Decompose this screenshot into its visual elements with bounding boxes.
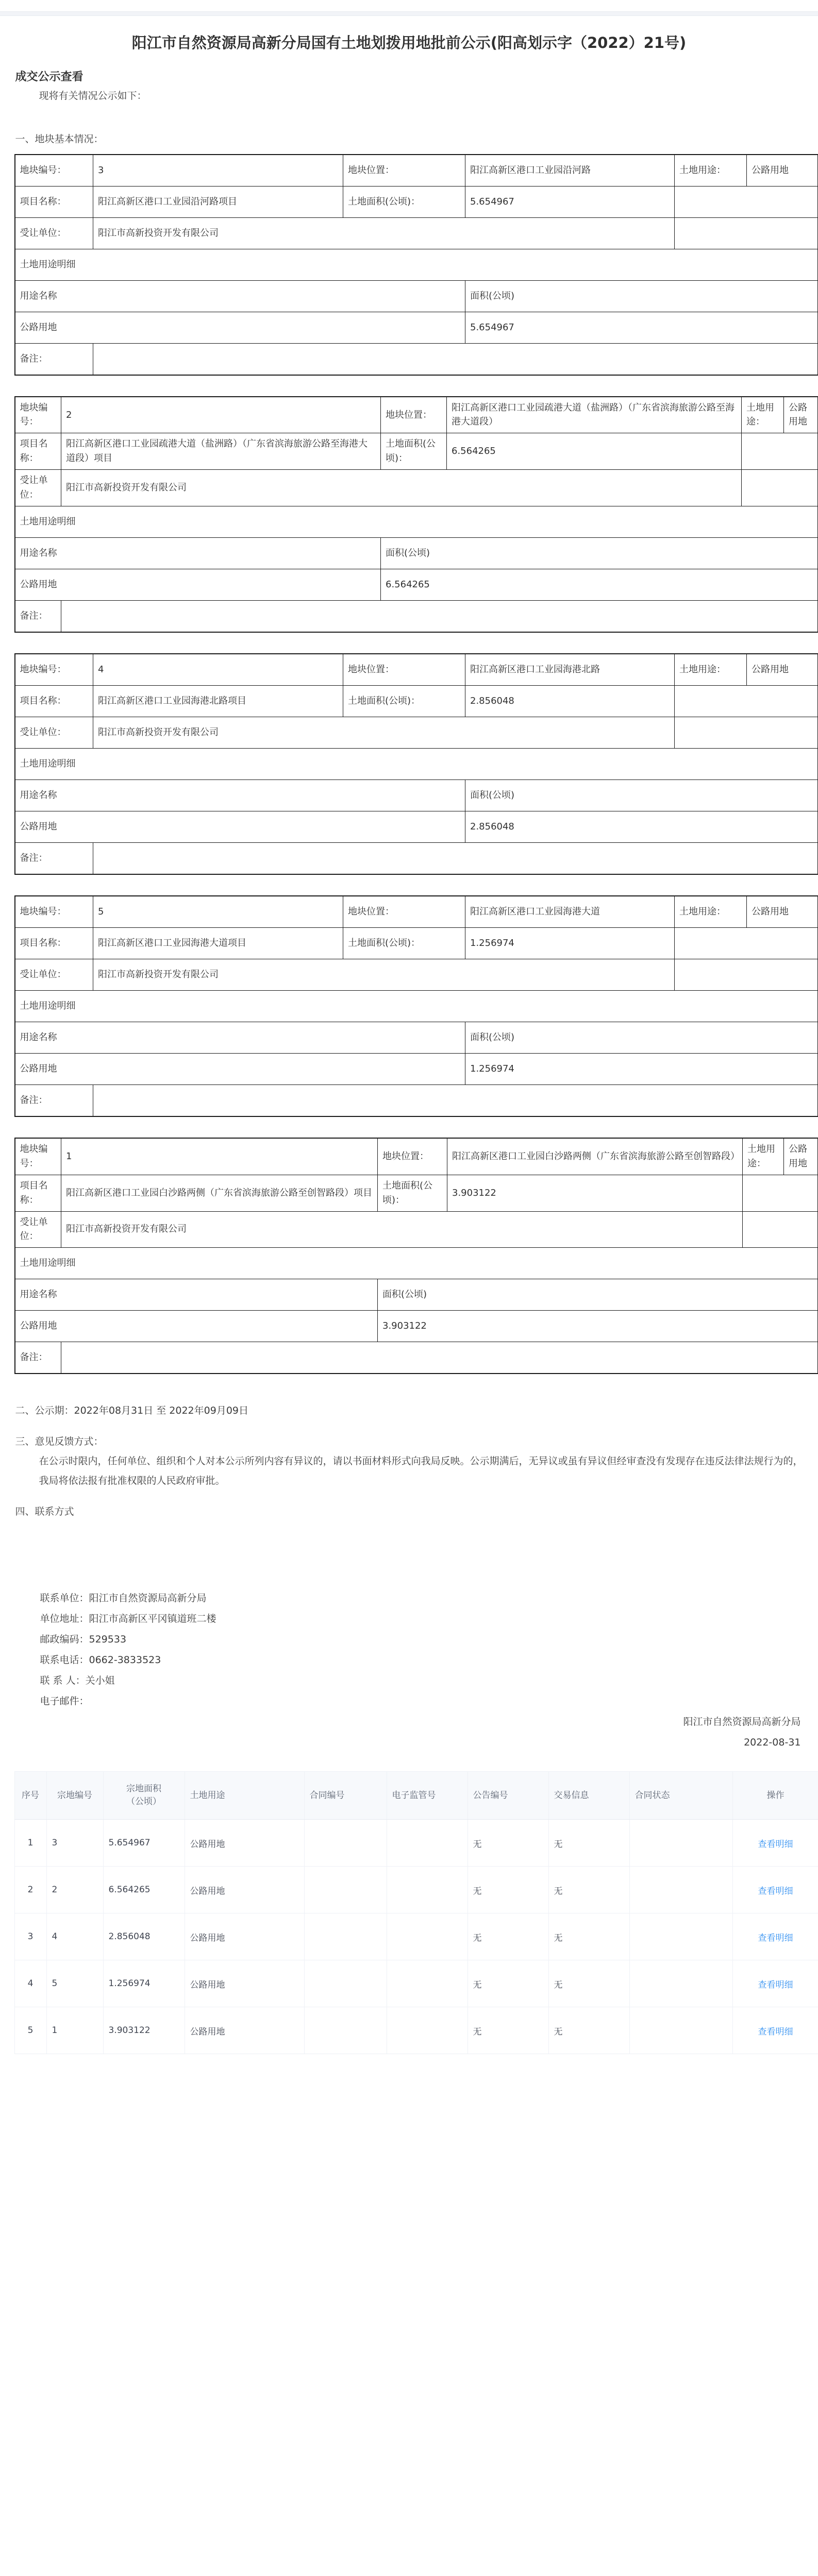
table-row xyxy=(15,1084,818,1116)
cell-contract-status xyxy=(629,1820,732,1867)
parcel-block-4 xyxy=(14,890,804,1132)
table-row xyxy=(15,654,818,686)
value-parcel-no: 4 xyxy=(93,654,343,686)
col-header-supervision-no: 电子监管号 xyxy=(387,1772,468,1820)
table-row xyxy=(15,748,818,779)
value-remark xyxy=(61,1342,818,1374)
cell-seq: 4 xyxy=(14,1960,46,2007)
cell-land-use: 公路用地 xyxy=(185,1913,304,1960)
cell-area: 2.856048 xyxy=(103,1913,185,1960)
cell-parcel-no: 2 xyxy=(46,1867,103,1913)
cell-contract-no xyxy=(304,2007,387,2054)
table-row xyxy=(15,1138,818,1175)
parcel-table xyxy=(14,396,818,633)
table-row xyxy=(15,1279,818,1311)
table-row xyxy=(15,685,818,717)
value-parcel-no: 5 xyxy=(93,896,343,928)
detail-use-name: 公路用地 xyxy=(15,811,465,842)
col-header-contract-no: 合同编号 xyxy=(304,1772,387,1820)
label-transferee: 受让单位： xyxy=(15,959,93,990)
cell-supervision-no xyxy=(387,1960,468,2007)
label-land-use: 土地用途： xyxy=(742,397,784,433)
cell-seq: 2 xyxy=(14,1867,46,1913)
cell-notice-no: 无 xyxy=(468,1913,548,1960)
section-4-heading: 四、联系方式 xyxy=(14,1490,804,1521)
cell-area: 1.256974 xyxy=(103,1960,185,2007)
label-land-use: 土地用途： xyxy=(675,155,747,187)
parcel-table xyxy=(14,1138,818,1374)
cell-land-use: 公路用地 xyxy=(185,2007,304,2054)
use-detail-heading: 土地用途明细 xyxy=(15,249,818,280)
spacer xyxy=(14,106,804,118)
view-detail-link[interactable]: 查看明细 xyxy=(758,1933,793,1943)
col-header-contract-status: 合同状态 xyxy=(629,1772,732,1820)
contact-unit: 联系单位：阳江市自然资源局高新分局 xyxy=(14,1588,804,1609)
cell-action xyxy=(732,2007,818,2054)
data-table xyxy=(14,1771,818,2054)
value-land-use: 公路用地 xyxy=(747,896,818,928)
cell-action xyxy=(732,1867,818,1913)
label-transferee: 受让单位： xyxy=(15,717,93,748)
col-header-trade-info: 交易信息 xyxy=(548,1772,629,1820)
col-header-area-line1: 宗地面积 xyxy=(109,1783,179,1796)
value-transferee: 阳江市高新投资开发有限公司 xyxy=(93,717,675,748)
value-land-area: 5.654967 xyxy=(465,186,675,217)
table-row xyxy=(15,397,818,433)
cell-parcel-no: 4 xyxy=(46,1913,103,1960)
empty-cell xyxy=(742,433,818,470)
view-detail-link[interactable]: 查看明细 xyxy=(758,1839,793,1850)
label-parcel-location: 地块位置： xyxy=(343,654,465,686)
table-row xyxy=(15,506,818,537)
value-project-name: 阳江高新区港口工业园海港大道项目 xyxy=(93,927,343,959)
table-header-row xyxy=(14,1772,818,1820)
table-row xyxy=(15,717,818,748)
value-transferee: 阳江市高新投资开发有限公司 xyxy=(61,470,742,506)
label-land-use: 土地用途： xyxy=(675,654,747,686)
page-title: 阳江市自然资源局高新分局国有土地划拨用地批前公示(阳高划示字（2022）21号) xyxy=(14,16,804,57)
value-project-name: 阳江高新区港口工业园海港北路项目 xyxy=(93,685,343,717)
table-row xyxy=(15,1022,818,1053)
cell-action xyxy=(732,1913,818,1960)
parcel-table xyxy=(14,154,818,376)
detail-area: 1.256974 xyxy=(465,1053,818,1084)
empty-cell xyxy=(742,470,818,506)
use-detail-heading: 土地用途明细 xyxy=(15,990,818,1022)
col-header-area: 面积(公顷) xyxy=(381,537,818,569)
table-row xyxy=(14,1820,818,1867)
use-detail-heading: 土地用途明细 xyxy=(15,506,818,537)
table-row xyxy=(14,1913,818,1960)
label-remark: 备注： xyxy=(15,1084,93,1116)
value-parcel-location: 阳江高新区港口工业园白沙路两侧（广东省滨海旅游公路至创智路段） xyxy=(447,1138,743,1175)
table-row xyxy=(15,1211,818,1248)
cell-area: 3.903122 xyxy=(103,2007,185,2054)
value-parcel-location: 阳江高新区港口工业园疏港大道（盐洲路）（广东省滨海旅游公路至海港大道段） xyxy=(447,397,742,433)
label-transferee: 受让单位： xyxy=(15,217,93,249)
section-subtitle: 成交公示查看 xyxy=(14,57,804,86)
cell-trade-info: 无 xyxy=(548,1820,629,1867)
detail-use-name: 公路用地 xyxy=(15,312,465,343)
signature-org: 阳江市自然资源局高新分局 xyxy=(14,1712,804,1733)
cell-trade-info: 无 xyxy=(548,1913,629,1960)
col-header-notice-no: 公告编号 xyxy=(468,1772,548,1820)
cell-area: 6.564265 xyxy=(103,1867,185,1913)
label-parcel-no: 地块编号： xyxy=(15,397,61,433)
table-row xyxy=(15,1053,818,1084)
label-land-use: 土地用途： xyxy=(675,896,747,928)
value-remark xyxy=(93,1084,818,1116)
col-header-area: 面积(公顷) xyxy=(465,280,818,312)
detail-area: 2.856048 xyxy=(465,811,818,842)
view-detail-link[interactable]: 查看明细 xyxy=(758,2027,793,2037)
empty-cell xyxy=(675,217,818,249)
value-land-area: 1.256974 xyxy=(465,927,675,959)
table-row xyxy=(15,959,818,990)
parcel-block-2 xyxy=(14,391,804,648)
cell-land-use: 公路用地 xyxy=(185,1867,304,1913)
table-row xyxy=(15,280,818,312)
spacer xyxy=(14,1753,804,1765)
cell-seq: 3 xyxy=(14,1913,46,1960)
cell-trade-info: 无 xyxy=(548,1960,629,2007)
table-row xyxy=(15,1342,818,1374)
table-row xyxy=(14,2007,818,2054)
section-2-heading: 二、公示期：2022年08月31日 至 2022年09月09日 xyxy=(14,1389,804,1420)
label-remark: 备注： xyxy=(15,343,93,375)
label-land-area: 土地面积(公顷)： xyxy=(378,1175,447,1211)
col-header-use-name: 用途名称 xyxy=(15,280,465,312)
value-project-name: 阳江高新区港口工业园白沙路两侧（广东省滨海旅游公路至创智路段）项目 xyxy=(61,1175,378,1211)
cell-notice-no: 无 xyxy=(468,1820,548,1867)
cell-parcel-no: 5 xyxy=(46,1960,103,2007)
table-row xyxy=(15,433,818,470)
value-transferee: 阳江市高新投资开发有限公司 xyxy=(61,1211,743,1248)
section-3-heading: 三、意见反馈方式： xyxy=(14,1420,804,1451)
value-remark xyxy=(61,600,818,632)
table-row xyxy=(15,1248,818,1279)
parcel-table xyxy=(14,895,818,1117)
label-parcel-location: 地块位置： xyxy=(381,397,447,433)
view-detail-link[interactable]: 查看明细 xyxy=(758,1980,793,1990)
table-row xyxy=(15,249,818,280)
cell-trade-info: 无 xyxy=(548,2007,629,2054)
detail-area: 3.903122 xyxy=(378,1311,818,1342)
label-remark: 备注： xyxy=(15,1342,61,1374)
cell-supervision-no xyxy=(387,2007,468,2054)
bottom-whitespace xyxy=(14,2075,804,2576)
cell-contract-no xyxy=(304,1867,387,1913)
parcel-list-grid xyxy=(14,1765,804,2075)
label-land-area: 土地面积(公顷)： xyxy=(343,186,465,217)
detail-area: 6.564265 xyxy=(381,569,818,600)
use-detail-heading: 土地用途明细 xyxy=(15,1248,818,1279)
table-row xyxy=(15,343,818,375)
parcel-block-5 xyxy=(14,1132,804,1389)
cell-notice-no: 无 xyxy=(468,1867,548,1913)
empty-cell xyxy=(675,959,818,990)
value-land-area: 6.564265 xyxy=(447,433,742,470)
top-spacer xyxy=(0,0,818,11)
contact-phone: 联系电话：0662-3833523 xyxy=(14,1650,804,1671)
table-row xyxy=(15,312,818,343)
detail-use-name: 公路用地 xyxy=(15,1053,465,1084)
parcel-block-1 xyxy=(14,149,804,391)
col-header-area xyxy=(103,1772,185,1820)
col-header-action: 操作 xyxy=(732,1772,818,1820)
table-row xyxy=(15,217,818,249)
detail-area: 5.654967 xyxy=(465,312,818,343)
table-row xyxy=(14,1960,818,2007)
empty-cell xyxy=(675,927,818,959)
use-detail-heading: 土地用途明细 xyxy=(15,748,818,779)
label-parcel-no: 地块编号： xyxy=(15,1138,61,1175)
contact-person: 联 系 人：关小姐 xyxy=(14,1671,804,1691)
empty-cell xyxy=(743,1175,818,1211)
contact-address: 单位地址：阳江市高新区平冈镇道班二楼 xyxy=(14,1609,804,1630)
signature-date: 2022-08-31 xyxy=(14,1733,804,1753)
label-land-area: 土地面积(公顷)： xyxy=(343,685,465,717)
col-header-parcel-no: 宗地编号 xyxy=(46,1772,103,1820)
col-header-seq: 序号 xyxy=(14,1772,46,1820)
view-detail-link[interactable]: 查看明细 xyxy=(758,1886,793,1896)
cell-parcel-no: 3 xyxy=(46,1820,103,1867)
section-1-heading: 一、地块基本情况： xyxy=(14,118,804,149)
label-project-name: 项目名称： xyxy=(15,927,93,959)
value-parcel-no: 1 xyxy=(61,1138,378,1175)
value-land-use: 公路用地 xyxy=(747,654,818,686)
value-land-use: 公路用地 xyxy=(784,397,818,433)
cell-contract-status xyxy=(629,1960,732,2007)
col-header-use-name: 用途名称 xyxy=(15,537,381,569)
label-project-name: 项目名称： xyxy=(15,1175,61,1211)
value-project-name: 阳江高新区港口工业园疏港大道（盐洲路）（广东省滨海旅游公路至海港大道段）项目 xyxy=(61,433,381,470)
col-header-use-name: 用途名称 xyxy=(15,1279,378,1311)
table-row xyxy=(15,186,818,217)
cell-supervision-no xyxy=(387,1913,468,1960)
table-row xyxy=(15,1311,818,1342)
table-row xyxy=(15,990,818,1022)
table-row xyxy=(15,470,818,506)
table-row xyxy=(15,842,818,874)
cell-supervision-no xyxy=(387,1820,468,1867)
cell-contract-status xyxy=(629,1913,732,1960)
table-row xyxy=(15,1175,818,1211)
cell-contract-status xyxy=(629,1867,732,1913)
table-row xyxy=(15,600,818,632)
value-land-area: 2.856048 xyxy=(465,685,675,717)
cell-contract-status xyxy=(629,2007,732,2054)
cell-action xyxy=(732,1960,818,2007)
label-transferee: 受让单位： xyxy=(15,470,61,506)
cell-seq: 5 xyxy=(14,2007,46,2054)
cell-contract-no xyxy=(304,1960,387,2007)
label-land-area: 土地面积(公顷)： xyxy=(381,433,447,470)
cell-seq: 1 xyxy=(14,1820,46,1867)
table-row xyxy=(15,927,818,959)
col-header-area: 面积(公顷) xyxy=(378,1279,818,1311)
cell-action xyxy=(732,1820,818,1867)
cell-contract-no xyxy=(304,1913,387,1960)
contact-postcode: 邮政编码：529533 xyxy=(14,1630,804,1650)
label-parcel-no: 地块编号： xyxy=(15,896,93,928)
detail-use-name: 公路用地 xyxy=(15,569,381,600)
empty-cell xyxy=(675,685,818,717)
value-remark xyxy=(93,343,818,375)
table-row xyxy=(14,1867,818,1913)
label-parcel-no: 地块编号： xyxy=(15,654,93,686)
value-land-use: 公路用地 xyxy=(784,1138,818,1175)
table-row xyxy=(15,811,818,842)
value-parcel-no: 3 xyxy=(93,155,343,187)
cell-notice-no: 无 xyxy=(468,1960,548,2007)
label-parcel-location: 地块位置： xyxy=(343,896,465,928)
value-parcel-location: 阳江高新区港口工业园沿河路 xyxy=(465,155,675,187)
value-parcel-location: 阳江高新区港口工业园海港大道 xyxy=(465,896,675,928)
label-remark: 备注： xyxy=(15,842,93,874)
label-land-area: 土地面积(公顷)： xyxy=(343,927,465,959)
value-transferee: 阳江市高新投资开发有限公司 xyxy=(93,217,675,249)
label-project-name: 项目名称： xyxy=(15,685,93,717)
col-header-area: 面积(公顷) xyxy=(465,779,818,811)
empty-cell xyxy=(675,717,818,748)
value-land-area: 3.903122 xyxy=(447,1175,743,1211)
label-remark: 备注： xyxy=(15,600,61,632)
cell-supervision-no xyxy=(387,1867,468,1913)
parcel-block-3 xyxy=(14,648,804,890)
value-transferee: 阳江市高新投资开发有限公司 xyxy=(93,959,675,990)
value-land-use: 公路用地 xyxy=(747,155,818,187)
contact-email: 电子邮件： xyxy=(14,1691,804,1712)
detail-use-name: 公路用地 xyxy=(15,1311,378,1342)
section-3-body: 在公示时限内，任何单位、组织和个人对本公示所列内容有异议的，请以书面材料形式向我局反映。公示期满后，无异议或虽有异议但经审查没有发现存在违反法律法规行为的，我局将依法报有批准权限的人民政府审批。 xyxy=(14,1451,804,1490)
intro-paragraph: 现将有关情况公示如下： xyxy=(14,86,804,106)
cell-parcel-no: 1 xyxy=(46,2007,103,2054)
label-transferee: 受让单位： xyxy=(15,1211,61,1248)
cell-area: 5.654967 xyxy=(103,1820,185,1867)
table-row xyxy=(15,155,818,187)
table-row xyxy=(15,896,818,928)
col-header-area-line2: （公顷） xyxy=(109,1795,179,1809)
table-row xyxy=(15,569,818,600)
empty-cell xyxy=(675,186,818,217)
label-project-name: 项目名称： xyxy=(15,433,61,470)
col-header-use-name: 用途名称 xyxy=(15,1022,465,1053)
value-parcel-no: 2 xyxy=(61,397,381,433)
col-header-area: 面积(公顷) xyxy=(465,1022,818,1053)
col-header-land-use: 土地用途 xyxy=(185,1772,304,1820)
label-parcel-location: 地块位置： xyxy=(343,155,465,187)
cell-land-use: 公路用地 xyxy=(185,1960,304,2007)
cell-notice-no: 无 xyxy=(468,2007,548,2054)
label-parcel-location: 地块位置： xyxy=(378,1138,447,1175)
spacer xyxy=(14,1521,804,1588)
content-container xyxy=(7,16,811,2576)
value-project-name: 阳江高新区港口工业园沿河路项目 xyxy=(93,186,343,217)
label-project-name: 项目名称： xyxy=(15,186,93,217)
label-land-use: 土地用途： xyxy=(743,1138,784,1175)
parcel-table xyxy=(14,653,818,875)
value-remark xyxy=(93,842,818,874)
label-parcel-no: 地块编号： xyxy=(15,155,93,187)
top-divider xyxy=(0,11,818,16)
empty-cell xyxy=(743,1211,818,1248)
cell-contract-no xyxy=(304,1820,387,1867)
col-header-use-name: 用途名称 xyxy=(15,779,465,811)
cell-land-use: 公路用地 xyxy=(185,1820,304,1867)
table-row xyxy=(15,537,818,569)
cell-trade-info: 无 xyxy=(548,1867,629,1913)
value-parcel-location: 阳江高新区港口工业园海港北路 xyxy=(465,654,675,686)
table-row xyxy=(15,779,818,811)
